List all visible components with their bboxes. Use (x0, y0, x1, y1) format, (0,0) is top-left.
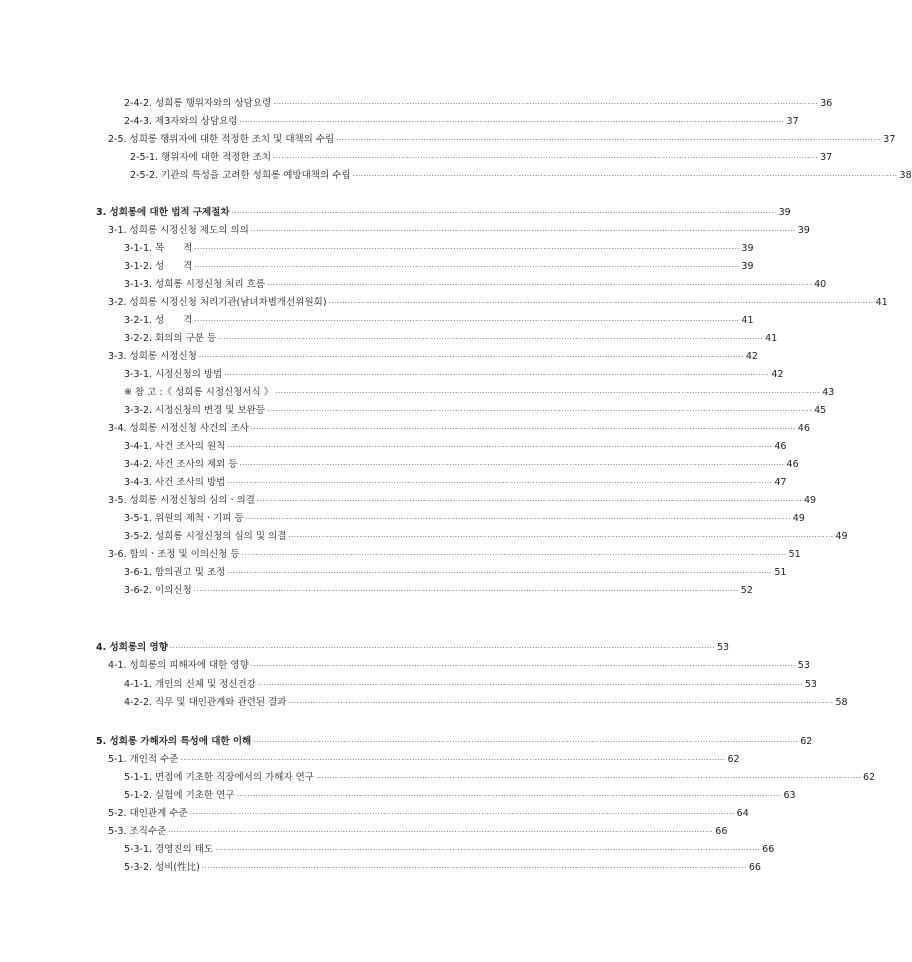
toc-entry-page: 41 (875, 297, 888, 308)
toc-entry-title: 3-2. 성희롱 시정신청 처리기관(남녀차별개선위원회) (108, 297, 327, 308)
toc-leader-dots: ········································································································································································································ (257, 681, 803, 689)
toc-leader-dots: ········································································································································································································ (245, 515, 791, 523)
toc-entry-page: 52 (740, 585, 753, 596)
toc-entry-page: 66 (762, 844, 775, 855)
toc-entry (124, 527, 848, 543)
toc-entry (108, 656, 810, 672)
toc-entry-title: 5-3-1. 경영진의 태도 (124, 844, 214, 855)
toc-entry-page: 39 (741, 243, 754, 254)
toc-leader-dots: ········································································································································································································ (315, 774, 861, 782)
toc-entry-title: 3-1-3. 성희롱 시정신청 처리 흐름 (124, 279, 266, 290)
toc-leader-dots: ········································································································································································································ (352, 172, 898, 180)
toc-leader-dots: ········································································································································································································ (267, 407, 813, 415)
toc-leader-dots: ········································································································································································································ (250, 662, 796, 670)
toc-leader-dots: ········································································································································································································ (328, 299, 874, 307)
toc-entry-title: 4-1-1. 개인의 신체 및 정신건강 (124, 679, 256, 690)
toc-entry-title: 3-1. 성희롱 시정신청 제도의 의의 (108, 225, 249, 236)
toc-entry-page: 37 (820, 152, 833, 163)
toc-entry-page: 41 (765, 333, 778, 344)
toc-entry-title: 2-5-1. 행위자에 대한 적정한 조치 (130, 152, 272, 163)
toc-entry (124, 257, 754, 273)
toc-entry-page: 43 (822, 387, 835, 398)
toc-entry-page: 37 (786, 116, 799, 127)
toc-entry (108, 419, 810, 435)
toc-entry-title: 2-4-2. 성희롱 행위자와의 상담요령 (124, 98, 272, 109)
toc-entry-page: 40 (814, 279, 827, 290)
toc-entry-page: 64 (736, 808, 749, 819)
toc-leader-dots: ········································································································································································································ (239, 118, 785, 126)
toc-entry-title: 4-1. 성희롱의 피해자에 대한 영향 (108, 660, 249, 671)
toc-entry-title: 3-5-2. 성희롱 시정신청의 심의 및 의결 (124, 531, 287, 542)
toc-leader-dots: ········································································································································································································ (275, 389, 821, 397)
toc-entry-page: 51 (774, 567, 787, 578)
toc-entry (130, 166, 912, 182)
toc-entry (124, 563, 787, 579)
toc-entry-title: 3-5-1. 위원의 제척ㆍ기피 등 (124, 513, 244, 524)
toc-entry-page: 51 (788, 549, 801, 560)
toc-entry-title: 5-1-1. 면접에 기초한 직장에서의 가해자 연구 (124, 772, 314, 783)
toc-leader-dots: ········································································································································································································ (168, 828, 714, 836)
toc-entry (124, 455, 799, 471)
toc-entry (108, 491, 817, 507)
toc-leader-dots: ········································································································································································································ (215, 846, 761, 854)
toc-entry-title: 3-6. 합의ㆍ조정 및 이의신청 등 (108, 549, 240, 560)
toc-leader-dots: ········································································································································································································ (193, 587, 739, 595)
toc-chapter-entry (96, 732, 813, 748)
toc-leader-dots: ········································································································································································································ (336, 136, 882, 144)
toc-entry-page: 49 (803, 495, 817, 506)
toc-entry-page: 58 (835, 697, 848, 708)
toc-entry-title: 3-1-2. 성 격 (124, 261, 193, 272)
toc-entry-title: 3-4-1. 사건 조사의 원칙 (124, 441, 226, 452)
toc-leader-dots: ········································································································································································································ (227, 443, 773, 451)
toc-entry-title: 2-4-3. 제3자와의 상담요령 (124, 116, 238, 127)
toc-entry-title: ※ 참 고 :《 성희롱 시정신청서식 》 (124, 387, 274, 398)
toc-entry-page: 63 (783, 790, 796, 801)
toc-leader-dots: ········································································································································································································ (218, 335, 764, 343)
toc-entry-title: 3-3-2. 시정신청의 변경 및 보완등 (124, 405, 266, 416)
toc-entry-title: 2-5-2. 기관의 특성을 고려한 성희롱 예방대책의 수립 (130, 170, 351, 181)
toc-entry-title: 3-4-3. 사건 조사의 방법 (124, 477, 226, 488)
toc-entry-page: 42 (745, 351, 758, 362)
toc-entry (108, 347, 758, 363)
toc-leader-dots: ········································································································································································································ (201, 864, 747, 872)
toc-entry-page: 46 (774, 441, 787, 452)
toc-leader-dots: ········································································································································································································ (227, 569, 773, 577)
toc-entry-page: 36 (820, 98, 833, 109)
toc-entry (124, 365, 784, 381)
toc-entry-title: 3-3. 성희롱 시정신청 (108, 351, 197, 362)
toc-leader-dots: ········································································································································································································ (267, 281, 813, 289)
toc-entry (124, 675, 817, 691)
toc-entry-page: 62 (800, 736, 813, 747)
toc-entry-title: 3. 성희롱에 대한 법적 구제절차 (96, 207, 230, 218)
toc-leader-dots: ········································································································································································································ (231, 209, 777, 217)
toc-entry-page: 42 (771, 369, 784, 380)
toc-entry (124, 858, 761, 874)
toc-leader-dots: ········································································································································································································ (253, 738, 799, 746)
toc-entry (124, 329, 778, 345)
toc-leader-dots: ········································································································································································································ (180, 756, 726, 764)
toc-entry-title: 5-1-2. 실험에 기초한 연구 (124, 790, 235, 801)
toc-entry-title: 3-6-2. 이의신청 (124, 585, 192, 596)
toc-leader-dots: ········································································································································································································ (250, 425, 796, 433)
toc-entry (124, 581, 753, 597)
toc-entry-title: 3-1-1. 목 적 (124, 243, 193, 254)
toc-leader-dots: ········································································································································································································ (194, 263, 740, 271)
toc-leader-dots: ········································································································································································································ (198, 353, 744, 361)
toc-entry-title: 5-2. 대인관계 수준 (108, 808, 188, 819)
toc-entry (124, 112, 799, 128)
toc-entry-page: 53 (804, 679, 817, 690)
toc-entry-title: 4-2-2. 직무 및 대인관계와 관련된 결과 (124, 697, 287, 708)
toc-entry-page: 53 (716, 642, 730, 653)
toc-entry-page: 45 (814, 405, 827, 416)
toc-entry-page: 37 (883, 134, 896, 145)
toc-entry (124, 768, 876, 784)
toc-entry-page: 66 (715, 826, 728, 837)
toc-entry-page: 39 (741, 261, 754, 272)
toc-entry-page: 66 (748, 862, 761, 873)
toc-leader-dots: ········································································································································································································ (273, 100, 819, 108)
toc-leader-dots: ········································································································································································································ (227, 479, 773, 487)
toc-leader-dots: ········································································································································································································ (241, 551, 787, 559)
toc-entry-title: 3-2-2. 회의의 구분 등 (124, 333, 217, 344)
toc-entry (124, 401, 827, 417)
toc-entry-title: 5-3. 조직수준 (108, 826, 167, 837)
toc-entry (124, 437, 787, 453)
toc-leader-dots: ········································································································································································································ (169, 644, 715, 652)
toc-entry-title: 5-3-2. 성비(性比) (124, 862, 200, 873)
toc-entry (108, 293, 888, 309)
toc-leader-dots: ········································································································································································································ (273, 154, 819, 162)
toc-leader-dots: ········································································································································································································ (250, 227, 796, 235)
toc-entry (124, 786, 796, 802)
toc-leader-dots: ········································································································································································································ (236, 792, 782, 800)
toc-entry (108, 221, 810, 237)
toc-entry (124, 311, 754, 327)
toc-entry-title: 3-4. 성희롱 시정신청 사건의 조사 (108, 423, 249, 434)
toc-entry-page: 49 (835, 531, 848, 542)
toc-entry-page: 46 (786, 459, 799, 470)
toc-entry (108, 130, 896, 146)
toc-entry-page: 41 (741, 315, 754, 326)
toc-entry-title: 4. 성희롱의 영향 (96, 642, 168, 653)
toc-entry (124, 693, 848, 709)
toc-entry-page: 47 (774, 477, 787, 488)
toc-entry (108, 822, 728, 838)
toc-entry-title: 3-2-1. 성 격 (124, 315, 193, 326)
toc-entry-page: 53 (797, 660, 810, 671)
toc-chapter-entry (96, 203, 791, 219)
toc-entry-page: 62 (862, 772, 876, 783)
toc-entry (108, 545, 801, 561)
toc-entry-page: 39 (778, 207, 791, 218)
toc-entry-title: 2-5. 성희롱 행위자에 대한 적정한 조치 및 대책의 수립 (108, 134, 335, 145)
toc-entry-page: 49 (792, 513, 805, 524)
toc-entry (124, 275, 827, 291)
toc-entry-page: 38 (899, 170, 912, 181)
toc-entry-title: 3-3-1. 시정신청의 방법 (124, 369, 223, 380)
toc-leader-dots: ········································································································································································································ (239, 461, 785, 469)
toc-leader-dots: ········································································································································································································ (194, 245, 740, 253)
toc-entry-title: 5-1. 개인적 수준 (108, 754, 179, 765)
toc-entry (108, 750, 740, 766)
toc-entry (124, 840, 775, 856)
toc-leader-dots: ········································································································································································································ (256, 497, 802, 505)
toc-leader-dots: ········································································································································································································ (189, 810, 735, 818)
toc-entry (130, 148, 833, 164)
toc-entry-page: 46 (797, 423, 810, 434)
toc-entry (108, 804, 749, 820)
toc-entry-title: 3-4-2. 사건 조사의 제외 등 (124, 459, 238, 470)
toc-leader-dots: ········································································································································································································ (224, 371, 770, 379)
toc-chapter-entry (96, 638, 730, 654)
toc-note-entry (124, 383, 835, 399)
toc-entry-page: 39 (797, 225, 810, 236)
toc-leader-dots: ········································································································································································································ (194, 317, 740, 325)
toc-entry (124, 94, 833, 110)
toc-entry-title: 5. 성희롱 가해자의 특성에 대한 이해 (96, 736, 252, 747)
toc-entry (124, 239, 754, 255)
toc-entry-title: 3-5. 성희롱 시정신청의 심의ㆍ의결 (108, 495, 255, 506)
toc-leader-dots: ········································································································································································································ (288, 533, 834, 541)
toc-leader-dots: ········································································································································································································ (288, 699, 834, 707)
toc-entry-page: 62 (727, 754, 740, 765)
toc-entry (124, 473, 787, 489)
toc-entry (124, 509, 805, 525)
toc-entry-title: 3-6-1. 합의권고 및 조정 (124, 567, 226, 578)
